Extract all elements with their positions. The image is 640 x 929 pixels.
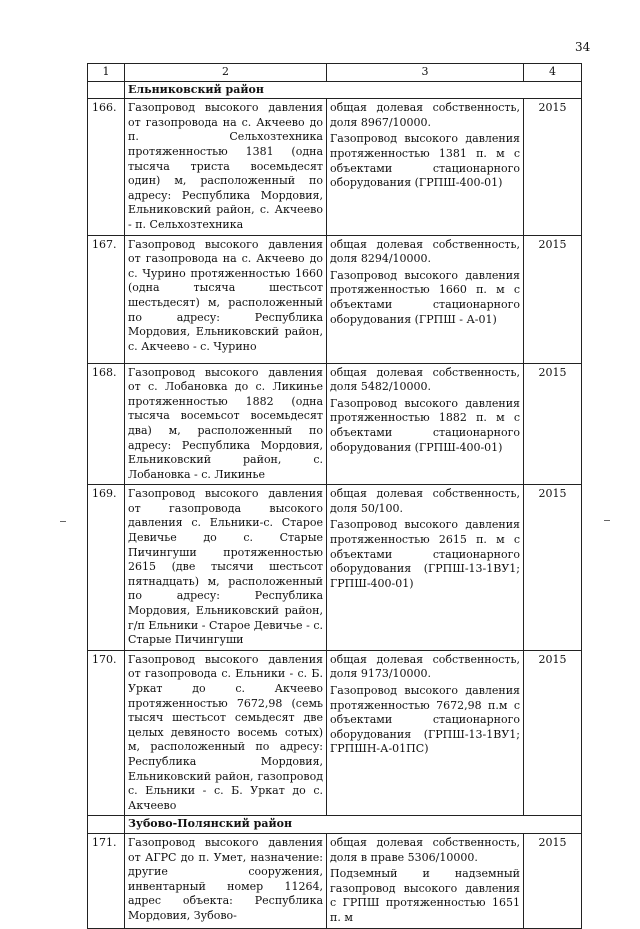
table-row bbox=[88, 235, 582, 363]
year: 2015 bbox=[524, 363, 582, 485]
year: 2015 bbox=[524, 235, 582, 363]
ownership-right: общая долевая собственность, доля в праве 5306/10000. bbox=[330, 835, 520, 864]
object-description: Газопровод высокого давления от газопровода высокого давления с. Ельники-с. Старое Девичье до с. Старые Пичингуши протяженностью 2615 (две тысячи шестьсот пятнадцать) м, расположенный по адресу: Республика Мордовия, Ельниковский район, г/п Ельники - Старое Девичье - с. Старые Пичингуши bbox=[125, 485, 327, 651]
object-characteristics: Газопровод высокого давления протяженностью 1882 п. м с объектами стационарного оборудования (ГРПШ-400-01) bbox=[330, 396, 520, 454]
section-title: Зубово-Полянский район bbox=[125, 816, 582, 834]
ownership-right: общая долевая собственность, доля 9173/10000. bbox=[330, 652, 520, 681]
ownership-right: общая долевая собственность, доля 5482/10000. bbox=[330, 365, 520, 394]
header-row bbox=[88, 64, 582, 82]
row-number: 167. bbox=[88, 235, 125, 363]
header-cell: 1 bbox=[88, 64, 125, 82]
row-number: 171. bbox=[88, 833, 125, 928]
object-description: Газопровод высокого давления от АГРС до п. Умет, назначение: другие сооружения, инвентарный номер 11264, адрес объекта: Республика Мордовия, Зубово- bbox=[125, 833, 327, 928]
table-row bbox=[88, 99, 582, 235]
header-cell: 3 bbox=[327, 64, 524, 82]
right-cell bbox=[327, 99, 524, 235]
right-cell bbox=[327, 833, 524, 928]
right-cell bbox=[327, 650, 524, 816]
object-description: Газопровод высокого давления от газопровода на с. Акчеево до с. Чурино протяженностью 1660 (одна тысяча шестьсот шестьдесят) м, расположенный по адресу: Республика Мордовия, Ельниковский район, с. Акчеево - с. Чурино bbox=[125, 235, 327, 363]
object-characteristics: Газопровод высокого давления протяженностью 1381 п. м с объектами стационарного оборудования (ГРПШ-400-01) bbox=[330, 132, 520, 190]
ownership-right: общая долевая собственность, доля 8967/10000. bbox=[330, 101, 520, 129]
ownership-right: общая долевая собственность, доля 50/100. bbox=[330, 487, 520, 515]
right-cell bbox=[327, 485, 524, 651]
ownership-right: общая долевая собственность, доля 8294/10000. bbox=[330, 237, 520, 266]
scan-mark bbox=[60, 521, 66, 522]
table-row bbox=[88, 485, 582, 651]
table-row bbox=[88, 363, 582, 485]
row-number: 170. bbox=[88, 650, 125, 816]
row-number: 166. bbox=[88, 99, 125, 235]
object-description: Газопровод высокого давления от газопровода на с. Акчеево до п. Сельхозтехника протяженностью 1381 (одна тысяча триста восемьдесят один) м, расположенный по адресу: Республика Мордовия, Ельниковский район, с. Акчеево - п. Сельхозтехника bbox=[125, 99, 327, 235]
header-cell: 2 bbox=[125, 64, 327, 82]
object-characteristics: Газопровод высокого давления протяженностью 2615 п. м с объектами стационарного оборудования (ГРПШ-13-1ВУ1; ГРПШ-400-01) bbox=[330, 518, 520, 590]
section-row bbox=[88, 816, 582, 834]
right-cell bbox=[327, 235, 524, 363]
year: 2015 bbox=[524, 650, 582, 816]
page-number: 34 bbox=[575, 40, 591, 54]
year: 2015 bbox=[524, 99, 582, 235]
right-cell bbox=[327, 363, 524, 485]
section-title: Ельниковский район bbox=[125, 81, 582, 99]
scan-mark bbox=[604, 520, 610, 521]
property-table bbox=[87, 63, 582, 929]
year: 2015 bbox=[524, 833, 582, 928]
header-cell: 4 bbox=[524, 64, 582, 82]
object-characteristics: Газопровод высокого давления протяженностью 1660 п. м с объектами стационарного оборудования (ГРПШ - А-01) bbox=[330, 268, 520, 326]
object-description: Газопровод высокого давления от газопровода с. Ельники - с. Б. Уркат до с. Акчеево протяженностью 7672,98 (семь тысяч шестьсот семьдесят две целых девяносто восемь сотых) м, расположенный по адресу: Республика Мордовия, Ельниковский район, газопровод с. Ельники - с. Б. Уркат до с. Акчеево bbox=[125, 650, 327, 816]
object-characteristics: Газопровод высокого давления протяженностью 7672,98 п.м с объектами стационарного оборудования (ГРПШ-13-1ВУ1; ГРПШН-А-01ПС) bbox=[330, 684, 520, 756]
object-characteristics: Подземный и надземный газопровод высокого давления с ГРПШ протяженностью 1651 п. м bbox=[330, 867, 520, 924]
row-number: 169. bbox=[88, 485, 125, 651]
row-number: 168. bbox=[88, 363, 125, 485]
year: 2015 bbox=[524, 485, 582, 651]
table-row bbox=[88, 833, 582, 928]
object-description: Газопровод высокого давления от с. Лобановка до с. Ликинье протяженностью 1882 (одна тысяча восемьсот восемьдесят два) м, расположенный по адресу: Республика Мордовия, Ельниковский район, с. Лобановка - с. Ликинье bbox=[125, 363, 327, 485]
table-row bbox=[88, 650, 582, 816]
section-row bbox=[88, 81, 582, 99]
